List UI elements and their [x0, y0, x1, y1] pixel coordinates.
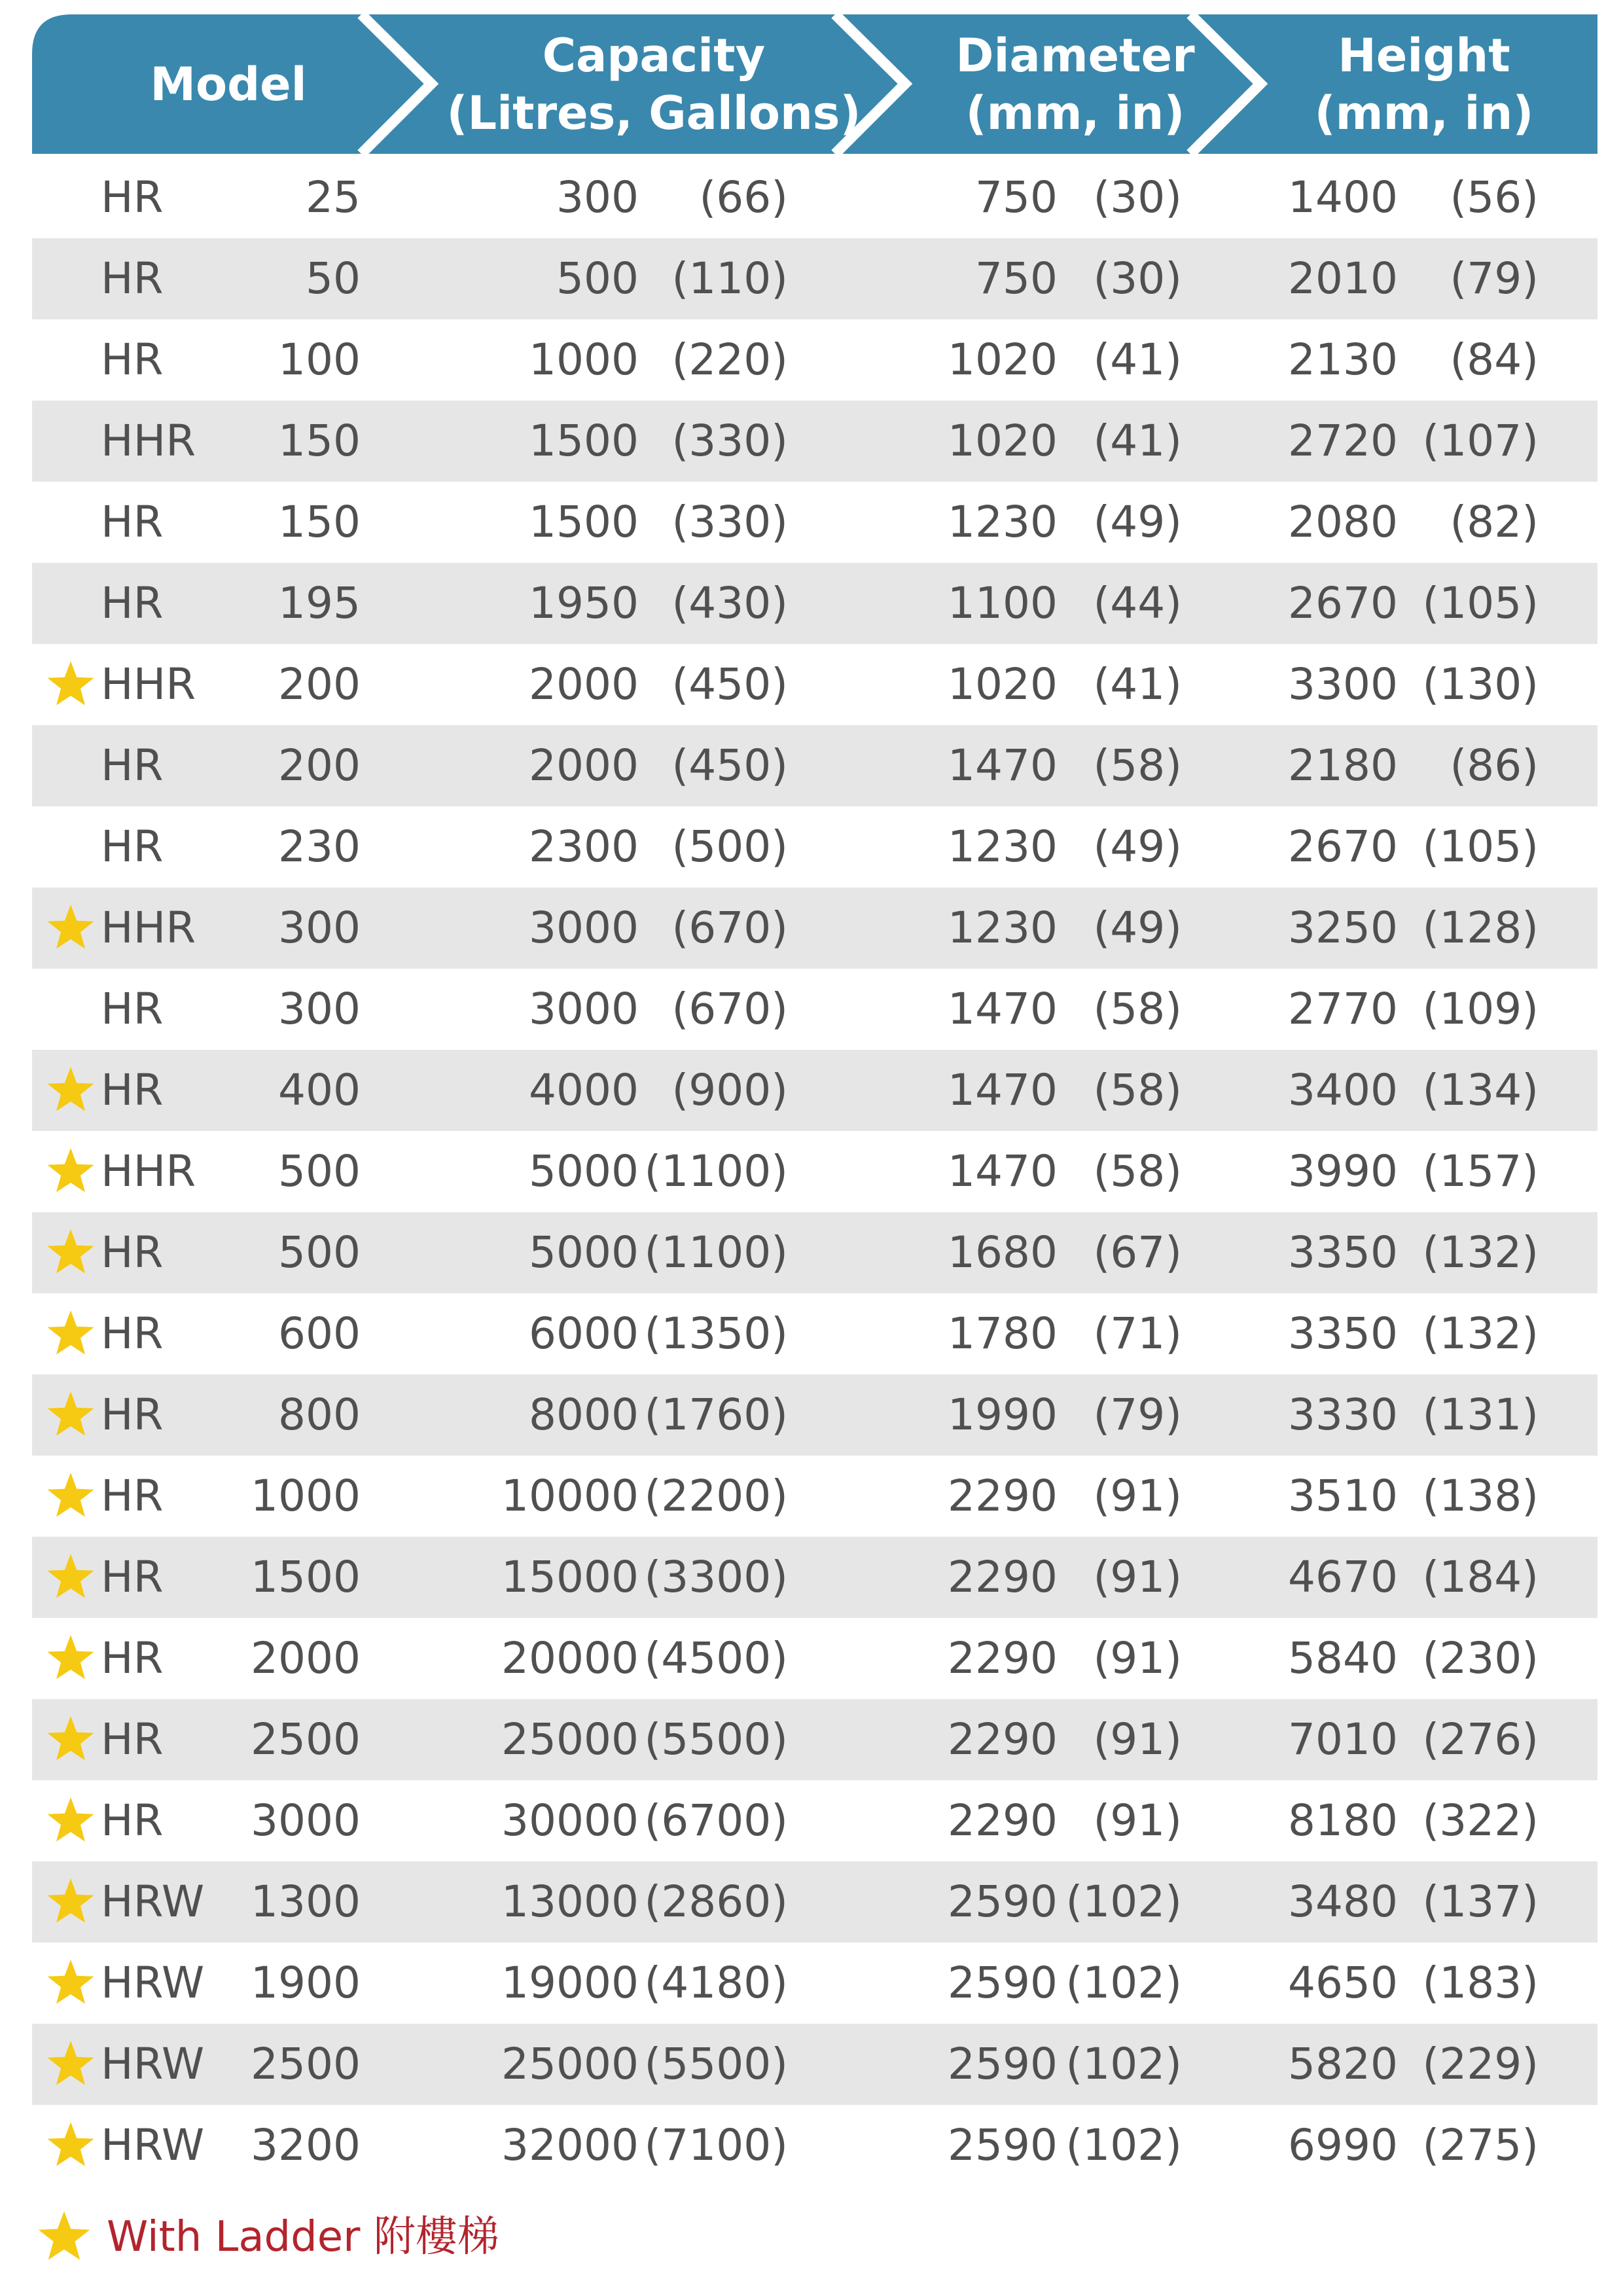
diameter-in-cell: (44)	[1093, 578, 1182, 628]
model-number-cell: 2000	[251, 1633, 361, 1683]
model-prefix-cell: HR	[101, 253, 164, 304]
diameter-mm-cell: 1470	[948, 740, 1058, 791]
star-icon	[45, 1958, 96, 2009]
table-row	[32, 1131, 1597, 1212]
capacity-litres-cell: 500	[556, 253, 639, 304]
model-prefix-cell: HRW	[101, 1876, 205, 1927]
table-row	[32, 1861, 1597, 1943]
capacity-litres-cell: 13000	[501, 1876, 639, 1927]
height-mm-cell: 3250	[1288, 903, 1398, 953]
height-mm-cell: 5820	[1288, 2039, 1398, 2089]
diameter-in-cell: (91)	[1093, 1552, 1182, 1602]
model-number-cell: 1000	[251, 1471, 361, 1521]
star-icon	[45, 1308, 96, 1359]
model-number-cell: 150	[278, 416, 361, 466]
model-prefix-cell: HR	[101, 1795, 164, 1846]
capacity-gallons-cell: (500)	[671, 821, 788, 872]
diameter-mm-cell: 1020	[948, 659, 1058, 709]
capacity-litres-cell: 10000	[501, 1471, 639, 1521]
capacity-litres-cell: 1000	[529, 334, 639, 385]
star-icon	[45, 2039, 96, 2090]
height-in-cell: (128)	[1422, 903, 1539, 953]
capacity-gallons-cell: (220)	[671, 334, 788, 385]
height-mm-cell: 2720	[1288, 416, 1398, 466]
height-in-cell: (184)	[1422, 1552, 1539, 1602]
model-prefix-cell: HR	[101, 1227, 164, 1278]
table-row	[32, 888, 1597, 969]
height-mm-cell: 3300	[1288, 659, 1398, 709]
model-prefix-cell: HR	[101, 1714, 164, 1765]
height-mm-cell: 3400	[1288, 1065, 1398, 1115]
model-number-cell: 1300	[251, 1876, 361, 1927]
model-number-cell: 3000	[251, 1795, 361, 1846]
table-row	[32, 1780, 1597, 1861]
height-in-cell: (134)	[1422, 1065, 1539, 1115]
legend	[36, 2202, 690, 2268]
star-icon	[45, 903, 96, 954]
height-mm-cell: 8180	[1288, 1795, 1398, 1846]
table-row	[32, 319, 1597, 401]
capacity-litres-cell: 3000	[529, 903, 639, 953]
table-header	[32, 14, 1597, 154]
height-mm-cell: 3990	[1288, 1146, 1398, 1196]
capacity-litres-cell: 1500	[529, 416, 639, 466]
height-in-cell: (130)	[1422, 659, 1539, 709]
height-mm-cell: 4670	[1288, 1552, 1398, 1602]
capacity-litres-cell: 20000	[501, 1633, 639, 1683]
height-in-cell: (105)	[1422, 821, 1539, 872]
diameter-mm-cell: 2290	[948, 1795, 1058, 1846]
model-number-cell: 400	[278, 1065, 361, 1115]
table-body	[32, 157, 1597, 2186]
model-prefix-cell: HRW	[101, 1958, 205, 2008]
model-number-cell: 800	[278, 1390, 361, 1440]
model-prefix-cell: HR	[101, 578, 164, 628]
capacity-gallons-cell: (330)	[671, 416, 788, 466]
capacity-gallons-cell: (1760)	[644, 1390, 788, 1440]
diameter-mm-cell: 2290	[948, 1552, 1058, 1602]
diameter-mm-cell: 2590	[948, 2120, 1058, 2170]
capacity-gallons-cell: (1100)	[644, 1146, 788, 1196]
table-row	[32, 644, 1597, 725]
table-row	[32, 1456, 1597, 1537]
table-row	[32, 1537, 1597, 1618]
model-number-cell: 300	[278, 984, 361, 1034]
table-row	[32, 401, 1597, 482]
diameter-in-cell: (41)	[1093, 659, 1182, 709]
capacity-litres-cell: 5000	[529, 1227, 639, 1278]
star-icon	[45, 1065, 96, 1116]
height-mm-cell: 2670	[1288, 578, 1398, 628]
model-prefix-cell: HR	[101, 1065, 164, 1115]
star-icon	[45, 1633, 96, 1684]
header-diameter-line2: (mm, in)	[965, 86, 1185, 140]
model-prefix-cell: HR	[101, 334, 164, 385]
table-row	[32, 1374, 1597, 1456]
diameter-mm-cell: 1470	[948, 1146, 1058, 1196]
height-mm-cell: 2080	[1288, 497, 1398, 547]
model-number-cell: 200	[278, 740, 361, 791]
table-row	[32, 238, 1597, 319]
star-icon	[45, 1390, 96, 1441]
star-icon	[36, 2209, 92, 2265]
capacity-gallons-cell: (4180)	[644, 1958, 788, 2008]
diameter-in-cell: (49)	[1093, 903, 1182, 953]
diameter-in-cell: (102)	[1065, 1958, 1182, 2008]
model-prefix-cell: HRW	[101, 2039, 205, 2089]
diameter-mm-cell: 750	[975, 172, 1058, 223]
header-diameter	[905, 14, 1245, 154]
capacity-litres-cell: 8000	[529, 1390, 639, 1440]
height-mm-cell: 3350	[1288, 1227, 1398, 1278]
diameter-mm-cell: 1020	[948, 334, 1058, 385]
capacity-gallons-cell: (5500)	[644, 1714, 788, 1765]
diameter-in-cell: (49)	[1093, 821, 1182, 872]
diameter-in-cell: (49)	[1093, 497, 1182, 547]
capacity-litres-cell: 2000	[529, 740, 639, 791]
capacity-litres-cell: 4000	[529, 1065, 639, 1115]
capacity-litres-cell: 32000	[501, 2120, 639, 2170]
capacity-gallons-cell: (1350)	[644, 1308, 788, 1359]
diameter-mm-cell: 2290	[948, 1714, 1058, 1765]
diameter-mm-cell: 2290	[948, 1633, 1058, 1683]
model-prefix-cell: HHR	[101, 659, 196, 709]
star-icon	[45, 659, 96, 710]
capacity-gallons-cell: (3300)	[644, 1552, 788, 1602]
height-in-cell: (82)	[1450, 497, 1539, 547]
table-row	[32, 2024, 1597, 2105]
star-icon	[45, 2120, 96, 2171]
model-number-cell: 100	[278, 334, 361, 385]
diameter-in-cell: (102)	[1065, 2120, 1182, 2170]
height-in-cell: (107)	[1422, 416, 1539, 466]
model-number-cell: 1900	[251, 1958, 361, 2008]
diameter-in-cell: (30)	[1093, 172, 1182, 223]
table-row	[32, 1212, 1597, 1293]
height-in-cell: (56)	[1450, 172, 1539, 223]
capacity-litres-cell: 3000	[529, 984, 639, 1034]
diameter-in-cell: (41)	[1093, 416, 1182, 466]
star-icon	[45, 1146, 96, 1197]
table-row	[32, 1050, 1597, 1131]
capacity-gallons-cell: (2860)	[644, 1876, 788, 1927]
model-number-cell: 150	[278, 497, 361, 547]
model-prefix-cell: HR	[101, 1390, 164, 1440]
header-model-label: Model	[150, 57, 307, 111]
height-in-cell: (183)	[1422, 1958, 1539, 2008]
diameter-mm-cell: 750	[975, 253, 1058, 304]
diameter-in-cell: (41)	[1093, 334, 1182, 385]
capacity-gallons-cell: (670)	[671, 984, 788, 1034]
height-in-cell: (79)	[1450, 253, 1539, 304]
model-number-cell: 2500	[251, 2039, 361, 2089]
diameter-in-cell: (71)	[1093, 1308, 1182, 1359]
capacity-gallons-cell: (430)	[671, 578, 788, 628]
star-icon	[45, 1552, 96, 1603]
diameter-in-cell: (58)	[1093, 984, 1182, 1034]
model-number-cell: 300	[278, 903, 361, 953]
height-mm-cell: 7010	[1288, 1714, 1398, 1765]
height-mm-cell: 4650	[1288, 1958, 1398, 2008]
star-icon	[45, 1471, 96, 1522]
height-mm-cell: 2010	[1288, 253, 1398, 304]
diameter-mm-cell: 1680	[948, 1227, 1058, 1278]
table-row	[32, 1699, 1597, 1780]
legend-text: With Ladder 附樓梯	[107, 2213, 499, 2261]
model-number-cell: 600	[278, 1308, 361, 1359]
height-in-cell: (276)	[1422, 1714, 1539, 1765]
capacity-gallons-cell: (7100)	[644, 2120, 788, 2170]
header-capacity	[431, 14, 876, 154]
diameter-in-cell: (91)	[1093, 1633, 1182, 1683]
star-icon	[45, 1795, 96, 1846]
table-row	[32, 563, 1597, 644]
header-height-line1: Height	[1338, 28, 1510, 82]
model-prefix-cell: HR	[101, 984, 164, 1034]
capacity-gallons-cell: (450)	[671, 740, 788, 791]
model-prefix-cell: HR	[101, 1308, 164, 1359]
diameter-in-cell: (91)	[1093, 1714, 1182, 1765]
capacity-litres-cell: 25000	[501, 2039, 639, 2089]
capacity-gallons-cell: (5500)	[644, 2039, 788, 2089]
height-mm-cell: 3480	[1288, 1876, 1398, 1927]
diameter-mm-cell: 1230	[948, 903, 1058, 953]
model-prefix-cell: HR	[101, 1471, 164, 1521]
diameter-in-cell: (58)	[1093, 740, 1182, 791]
diameter-in-cell: (58)	[1093, 1146, 1182, 1196]
model-prefix-cell: HR	[101, 740, 164, 791]
header-height	[1260, 14, 1588, 154]
capacity-litres-cell: 300	[556, 172, 639, 223]
diameter-in-cell: (58)	[1093, 1065, 1182, 1115]
model-number-cell: 3200	[251, 2120, 361, 2170]
diameter-mm-cell: 2590	[948, 1958, 1058, 2008]
height-mm-cell: 3330	[1288, 1390, 1398, 1440]
height-mm-cell: 3510	[1288, 1471, 1398, 1521]
height-in-cell: (132)	[1422, 1227, 1539, 1278]
diameter-in-cell: (102)	[1065, 2039, 1182, 2089]
capacity-gallons-cell: (110)	[671, 253, 788, 304]
capacity-litres-cell: 1950	[529, 578, 639, 628]
capacity-litres-cell: 6000	[529, 1308, 639, 1359]
model-number-cell: 200	[278, 659, 361, 709]
height-in-cell: (131)	[1422, 1390, 1539, 1440]
header-height-line2: (mm, in)	[1314, 86, 1534, 140]
diameter-mm-cell: 1780	[948, 1308, 1058, 1359]
model-number-cell: 500	[278, 1227, 361, 1278]
height-mm-cell: 2770	[1288, 984, 1398, 1034]
height-mm-cell: 2670	[1288, 821, 1398, 872]
height-in-cell: (137)	[1422, 1876, 1539, 1927]
model-number-cell: 195	[278, 578, 361, 628]
diameter-mm-cell: 1230	[948, 821, 1058, 872]
diameter-mm-cell: 1470	[948, 984, 1058, 1034]
model-number-cell: 1500	[251, 1552, 361, 1602]
height-in-cell: (157)	[1422, 1146, 1539, 1196]
height-in-cell: (86)	[1450, 740, 1539, 791]
height-in-cell: (84)	[1450, 334, 1539, 385]
diameter-in-cell: (102)	[1065, 1876, 1182, 1927]
header-model	[32, 14, 425, 154]
diameter-in-cell: (79)	[1093, 1390, 1182, 1440]
model-number-cell: 50	[306, 253, 361, 304]
height-mm-cell: 2130	[1288, 334, 1398, 385]
capacity-gallons-cell: (450)	[671, 659, 788, 709]
capacity-litres-cell: 5000	[529, 1146, 639, 1196]
height-mm-cell: 6990	[1288, 2120, 1398, 2170]
model-prefix-cell: HHR	[101, 416, 196, 466]
model-prefix-cell: HRW	[101, 2120, 205, 2170]
capacity-gallons-cell: (4500)	[644, 1633, 788, 1683]
height-mm-cell: 5840	[1288, 1633, 1398, 1683]
capacity-gallons-cell: (66)	[699, 172, 788, 223]
diameter-in-cell: (67)	[1093, 1227, 1182, 1278]
star-icon	[45, 1714, 96, 1765]
height-in-cell: (229)	[1422, 2039, 1539, 2089]
diameter-mm-cell: 1230	[948, 497, 1058, 547]
height-in-cell: (138)	[1422, 1471, 1539, 1521]
header-capacity-line1: Capacity	[542, 28, 766, 82]
capacity-litres-cell: 2000	[529, 659, 639, 709]
table-row	[32, 482, 1597, 563]
table-row	[32, 1943, 1597, 2024]
diameter-mm-cell: 1100	[948, 578, 1058, 628]
height-mm-cell: 1400	[1288, 172, 1398, 223]
table-row	[32, 1293, 1597, 1374]
model-prefix-cell: HR	[101, 172, 164, 223]
model-number-cell: 230	[278, 821, 361, 872]
height-in-cell: (109)	[1422, 984, 1539, 1034]
height-mm-cell: 2180	[1288, 740, 1398, 791]
capacity-gallons-cell: (330)	[671, 497, 788, 547]
capacity-gallons-cell: (670)	[671, 903, 788, 953]
table-row	[32, 969, 1597, 1050]
table-row	[32, 2105, 1597, 2186]
star-icon	[45, 1876, 96, 1928]
capacity-litres-cell: 15000	[501, 1552, 639, 1602]
model-number-cell: 2500	[251, 1714, 361, 1765]
table-row	[32, 725, 1597, 806]
diameter-in-cell: (91)	[1093, 1795, 1182, 1846]
height-mm-cell: 3350	[1288, 1308, 1398, 1359]
capacity-litres-cell: 1500	[529, 497, 639, 547]
capacity-litres-cell: 2300	[529, 821, 639, 872]
height-in-cell: (105)	[1422, 578, 1539, 628]
model-prefix-cell: HR	[101, 497, 164, 547]
capacity-gallons-cell: (2200)	[644, 1471, 788, 1521]
capacity-gallons-cell: (900)	[671, 1065, 788, 1115]
header-diameter-line1: Diameter	[955, 28, 1195, 82]
star-icon	[45, 1227, 96, 1278]
diameter-in-cell: (30)	[1093, 253, 1182, 304]
model-number-cell: 500	[278, 1146, 361, 1196]
diameter-mm-cell: 1020	[948, 416, 1058, 466]
model-prefix-cell: HHR	[101, 1146, 196, 1196]
model-number-cell: 25	[306, 172, 361, 223]
capacity-litres-cell: 30000	[501, 1795, 639, 1846]
diameter-mm-cell: 2290	[948, 1471, 1058, 1521]
height-in-cell: (230)	[1422, 1633, 1539, 1683]
table-row	[32, 157, 1597, 238]
height-in-cell: (275)	[1422, 2120, 1539, 2170]
capacity-litres-cell: 19000	[501, 1958, 639, 2008]
capacity-litres-cell: 25000	[501, 1714, 639, 1765]
diameter-mm-cell: 1470	[948, 1065, 1058, 1115]
table-row	[32, 806, 1597, 888]
model-prefix-cell: HR	[101, 821, 164, 872]
model-prefix-cell: HR	[101, 1552, 164, 1602]
capacity-gallons-cell: (6700)	[644, 1795, 788, 1846]
diameter-mm-cell: 2590	[948, 2039, 1058, 2089]
table-row	[32, 1618, 1597, 1699]
header-capacity-line2: (Litres, Gallons)	[446, 86, 861, 140]
height-in-cell: (322)	[1422, 1795, 1539, 1846]
height-in-cell: (132)	[1422, 1308, 1539, 1359]
capacity-gallons-cell: (1100)	[644, 1227, 788, 1278]
model-prefix-cell: HR	[101, 1633, 164, 1683]
diameter-mm-cell: 2590	[948, 1876, 1058, 1927]
diameter-in-cell: (91)	[1093, 1471, 1182, 1521]
diameter-mm-cell: 1990	[948, 1390, 1058, 1440]
model-prefix-cell: HHR	[101, 903, 196, 953]
